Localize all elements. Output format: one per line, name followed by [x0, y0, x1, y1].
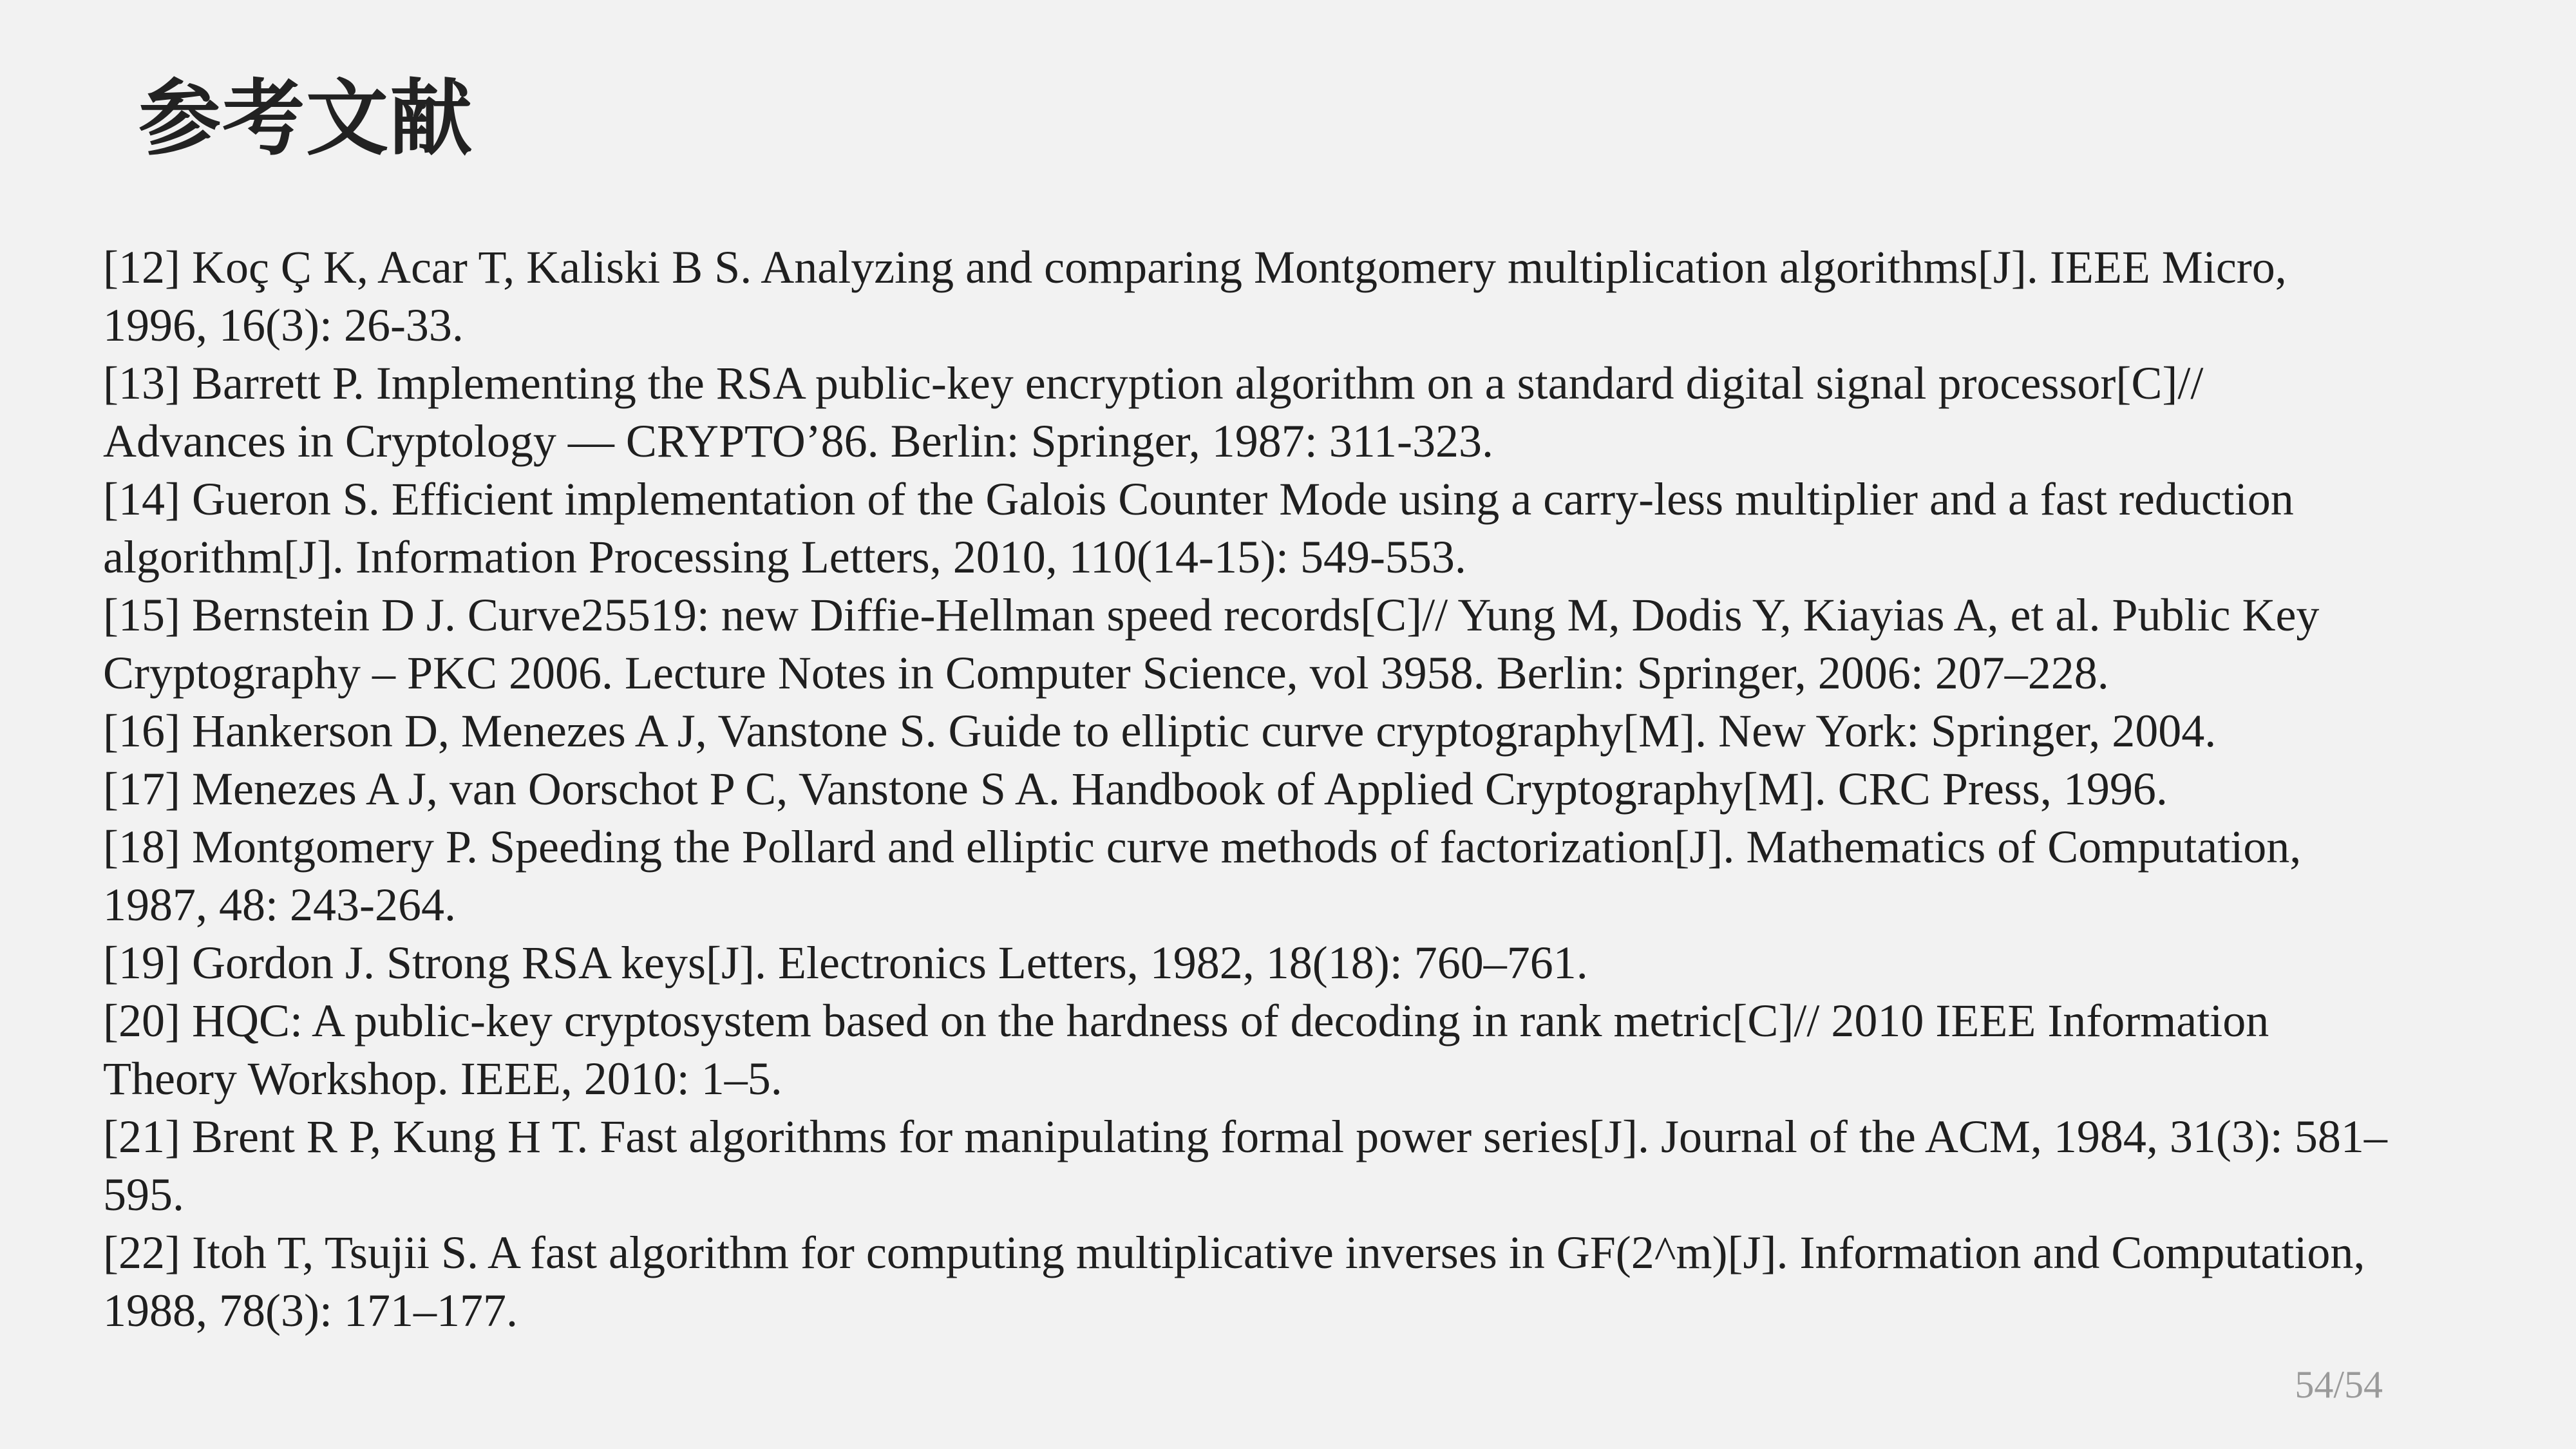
reference-item — [103, 238, 2512, 354]
reference-line: 595. — [103, 1169, 184, 1220]
reference-item — [103, 586, 2512, 702]
reference-line: [19] Gordon J. Strong RSA keys[J]. Electronics Letters, 1982, 18(18): 760–761. — [103, 937, 1588, 989]
reference-list — [103, 238, 2512, 1340]
reference-line: [16] Hankerson D, Menezes A J, Vanstone S. Guide to elliptic curve cryptography[M]. New York: Springer, 2004. — [103, 705, 2217, 757]
reference-item — [103, 470, 2512, 586]
reference-item — [103, 1108, 2512, 1224]
reference-line: [15] Bernstein D J. Curve25519: new Diffie-Hellman speed records[C]// Yung M, Dodis Y, Kiayias A, et al. Public Key — [103, 589, 2320, 641]
page-number: 54/54 — [2295, 1363, 2383, 1406]
reference-line: Cryptography – PKC 2006. Lecture Notes in Computer Science, vol 3958. Berlin: Springer, 2006: 207–228. — [103, 647, 2109, 699]
reference-item — [103, 1224, 2512, 1340]
reference-line: algorithm[J]. Information Processing Letters, 2010, 110(14-15): 549-553. — [103, 531, 1466, 583]
reference-line: 1996, 16(3): 26-33. — [103, 299, 464, 351]
reference-item — [103, 760, 2512, 818]
reference-line: [18] Montgomery P. Speeding the Pollard and elliptic curve methods of factorization[J]. Mathematics of Computation, — [103, 821, 2302, 873]
reference-item — [103, 818, 2512, 934]
reference-item — [103, 934, 2512, 992]
reference-line: [17] Menezes A J, van Oorschot P C, Vanstone S A. Handbook of Applied Cryptography[M]. CRC Press, 1996. — [103, 763, 2168, 815]
reference-line: [21] Brent R P, Kung H T. Fast algorithms for manipulating formal power series[J]. Journal of the ACM, 1984, 31(3): 581– — [103, 1111, 2387, 1162]
reference-line: Theory Workshop. IEEE, 2010: 1–5. — [103, 1053, 782, 1104]
reference-line: [20] HQC: A public-key cryptosystem based on the hardness of decoding in rank metric[C]// 2010 IEEE Information — [103, 995, 2269, 1046]
reference-line: [12] Koç Ç K, Acar T, Kaliski B S. Analyzing and comparing Montgomery multiplication algorithms[J]. IEEE Micro, — [103, 242, 2287, 293]
reference-line: 1987, 48: 243-264. — [103, 879, 456, 931]
reference-line: [13] Barrett P. Implementing the RSA public-key encryption algorithm on a standard digital signal processor[C]// — [103, 357, 2204, 409]
reference-item — [103, 992, 2512, 1108]
reference-item — [103, 354, 2512, 470]
reference-line: [22] Itoh T, Tsujii S. A fast algorithm for computing multiplicative inverses in GF(2^m)[J]. Information and Computation, — [103, 1227, 2365, 1278]
page-title: 参考文献 — [138, 71, 474, 167]
reference-line: Advances in Cryptology — CRYPTO’86. Berlin: Springer, 1987: 311-323. — [103, 415, 1494, 467]
reference-line: 1988, 78(3): 171–177. — [103, 1285, 518, 1336]
reference-line: [14] Gueron S. Efficient implementation of the Galois Counter Mode using a carry-less multiplier and a fast reduction — [103, 473, 2294, 525]
reference-item — [103, 702, 2512, 760]
